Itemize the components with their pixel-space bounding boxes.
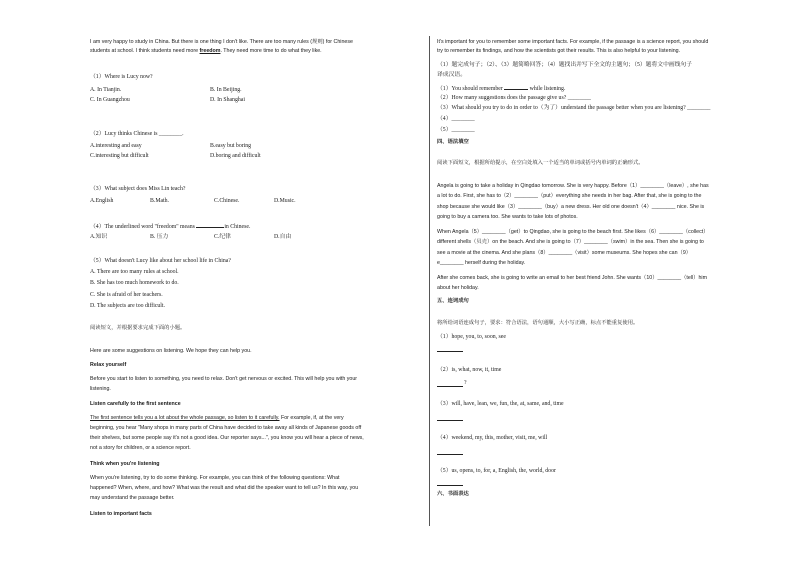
task-q2: （2）How many suggestions does the passage give us? ________ <box>437 95 591 101</box>
task-q1 <box>437 84 565 93</box>
facts-line-2: try to remember its findings, and how the scientists got their results. This is also helpful to your listening. <box>437 48 681 54</box>
q2-option-b: B.easy but boring <box>210 143 252 149</box>
para1-line-3: shop because she would like（3）________（buy）a new dress. Her old one doesn't（4）________ nice. She is <box>437 204 705 210</box>
column-divider <box>429 36 430 526</box>
q2-option-c: C.interesting but difficult <box>90 153 149 159</box>
section-6-heading: 六、书面表达 <box>437 491 469 497</box>
q3-option-d: D.Music. <box>274 198 296 204</box>
q4-option-d: D.自由 <box>274 234 292 240</box>
heading-first-sentence: Listen carefully to the first sentence <box>90 401 181 407</box>
word-order-q1: （1）hope, you, to, soon, see <box>437 334 506 340</box>
intro-line-2a: students at school. I think students need more <box>90 48 200 54</box>
first-line-4: not a story for children, or a science report. <box>90 445 191 451</box>
para1-line-4: going to buy a camera too. She wants to take lots of photos. <box>437 214 578 220</box>
task-q1-a: （1）You should remember <box>437 86 505 92</box>
q1-stem: （1）Where is Lucy now? <box>90 74 153 80</box>
q2-option-d: D.boring and difficult <box>210 153 261 159</box>
answer-line-3 <box>437 420 463 421</box>
q4-stem-b: in Chinese. <box>224 224 251 230</box>
intro-line-1: I am very happy to study in China. But there is one thing I don't like. There are too many rules (规则) for Chinese <box>90 39 353 45</box>
word-order-q3: （3）will, have, lean, we, fun, the, at, same, and, time <box>437 401 564 407</box>
word-order-q2-question-mark: ? <box>464 380 467 386</box>
listening-intro: Here are some suggestions on listening. We hope they can help you. <box>90 348 252 354</box>
para3-line-2: about her holiday. <box>437 285 479 291</box>
section-4-heading: 四、语法填空 <box>437 139 469 145</box>
section-4-instruction: 阅读下面短文，根据所给提示，在空白处填入一个适当的单词或括号内单词的正确形式。 <box>437 160 644 166</box>
word-order-q2: （2）is, what, now, it, time <box>437 367 502 373</box>
para2-line-1: When Angela（5）________（get）to Qingdao, she is going to the beach first. She likes（6）________（collect） <box>437 229 709 235</box>
q4-stem <box>90 222 250 231</box>
q1-option-c: C. In Guangzhou <box>90 97 130 103</box>
heading-think: Think when you're listening <box>90 461 160 467</box>
task-line-1: （1）题完成句子；（2）、（3）题简略回答；（4）题找出并写下全文的主题句；（5）题将文中画线句子 <box>437 62 693 68</box>
q5-option-a: A. There are too many rules at school. <box>90 269 179 275</box>
section-5-heading: 五、连词成句 <box>437 298 469 304</box>
underlined-sentence: The first sentence tells you a lot about the whole passage, so listen to it carefully. <box>90 415 280 421</box>
relax-line-1: Before you start to listen to something, you need to relax. Don't get nervous or excited. This will help you with your <box>90 376 358 382</box>
para1-line-2: a lot to do. First, she has to（2）________（put）everything she needs in her bag. After that, she is going to the <box>437 193 702 199</box>
first-line-1-rest: For example, if, at the very <box>279 415 344 421</box>
heading-relax: Relax yourself <box>90 362 127 368</box>
q1-option-a: A. In Tianjin. <box>90 87 122 93</box>
q1-option-b: B. In Beijing. <box>210 87 242 93</box>
task-q4: （4）________ <box>437 116 475 122</box>
heading-important-facts: Listen to important facts <box>90 511 152 517</box>
word-order-q5: （5）us, opens, to, for, a, English, the, world, door <box>437 468 556 474</box>
q5-option-d: D. The subjects are too difficult. <box>90 303 165 309</box>
q4-stem-a: （4）The underlined word "freedom" means <box>90 224 197 230</box>
q4-blank <box>196 222 224 228</box>
facts-line-1: It's important for you to remember some important facts. For example, if the passage is a science report, you should <box>437 39 709 45</box>
answer-line-2 <box>437 386 463 387</box>
task-line-2: 译成汉语。 <box>437 72 466 78</box>
para2-line-4: e________ herself during the holiday. <box>437 260 526 266</box>
q1-option-d: D. In Shanghai <box>210 97 245 103</box>
q5-option-b: B. She has too much homework to do. <box>90 280 179 286</box>
think-line-2: happened? When, where, and how? What was the result and what did the speaker want to tell us? In this way, you <box>90 485 359 491</box>
q3-stem: （3）What subject does Miss Lin teach? <box>90 186 186 192</box>
freedom-underlined-word: freedom <box>199 48 221 54</box>
q4-option-a: A.知识 <box>90 234 108 240</box>
think-line-1: When you're listening, try to do some thinking. For example, you can think of the following questions: What <box>90 475 340 481</box>
first-line-1 <box>90 415 344 422</box>
relax-line-2: listening. <box>90 386 111 392</box>
para1-line-1: Angela is going to take a holiday in Qingdao tomorrow. She is very happy. Before（1）________（leave）, she has <box>437 183 709 189</box>
answer-line-5 <box>437 485 463 486</box>
para2-line-3: see a movie at the cinema. And she plans（8）________（visit）some museums. She hopes she can（9） <box>437 250 692 256</box>
q2-stem: （2）Lucy thinks Chinese is ________. <box>90 131 184 137</box>
task-q3: （3）What should you try to do in order to（为了）understand the passage better when you are listening? ________ <box>437 105 711 111</box>
reading-instruction: 阅读短文，并根据要求完成下面的小题。 <box>90 325 186 331</box>
q3-option-a: A.English <box>90 198 114 204</box>
word-order-q4: （4）weekend, my, this, mother, visit, me, will <box>437 435 548 441</box>
q2-option-a: A.interesting and easy <box>90 143 142 149</box>
q4-option-c: C.纪律 <box>214 234 231 240</box>
section-5-instruction: 将所给词语连成句子，要求：符合语法，语句通顺，大小写正确，标点不能重复使用。 <box>437 320 639 326</box>
task-q5: （5）________ <box>437 127 475 133</box>
q5-option-c: C. She is afraid of her teachers. <box>90 292 163 298</box>
para3-line-1: After she comes back, she is going to write an email to her best friend John. She wants（10）________（tell）him <box>437 275 707 281</box>
task-q1-blank <box>504 84 528 90</box>
q3-option-c: C.Chinese. <box>214 198 240 204</box>
first-line-3: their shelves, but some people say it's not a good idea. Our reporter says...", you know you will hear a piece of news, <box>90 435 364 441</box>
intro-line-2c: . They need more time to do what they like. <box>220 48 322 54</box>
q5-stem: （5）What doesn't Lucy like about her school life in China? <box>90 258 231 264</box>
task-q1-b: while listening. <box>528 86 566 92</box>
para2-line-2: different shells（贝壳）on the beach. And she is going to（7）________（swim）in the sea. Then she is going to <box>437 239 704 245</box>
answer-line-4 <box>437 454 463 455</box>
q3-option-b: B.Math. <box>150 198 170 204</box>
first-line-2: beginning, you hear "Many shops in many parts of China have decided to take away all kinds of Japanese goods off <box>90 425 362 431</box>
think-line-3: may understand the passage better. <box>90 495 175 501</box>
intro-line-2 <box>90 48 322 55</box>
q4-option-b: B. 压力 <box>150 234 169 240</box>
answer-line-1 <box>437 351 463 352</box>
